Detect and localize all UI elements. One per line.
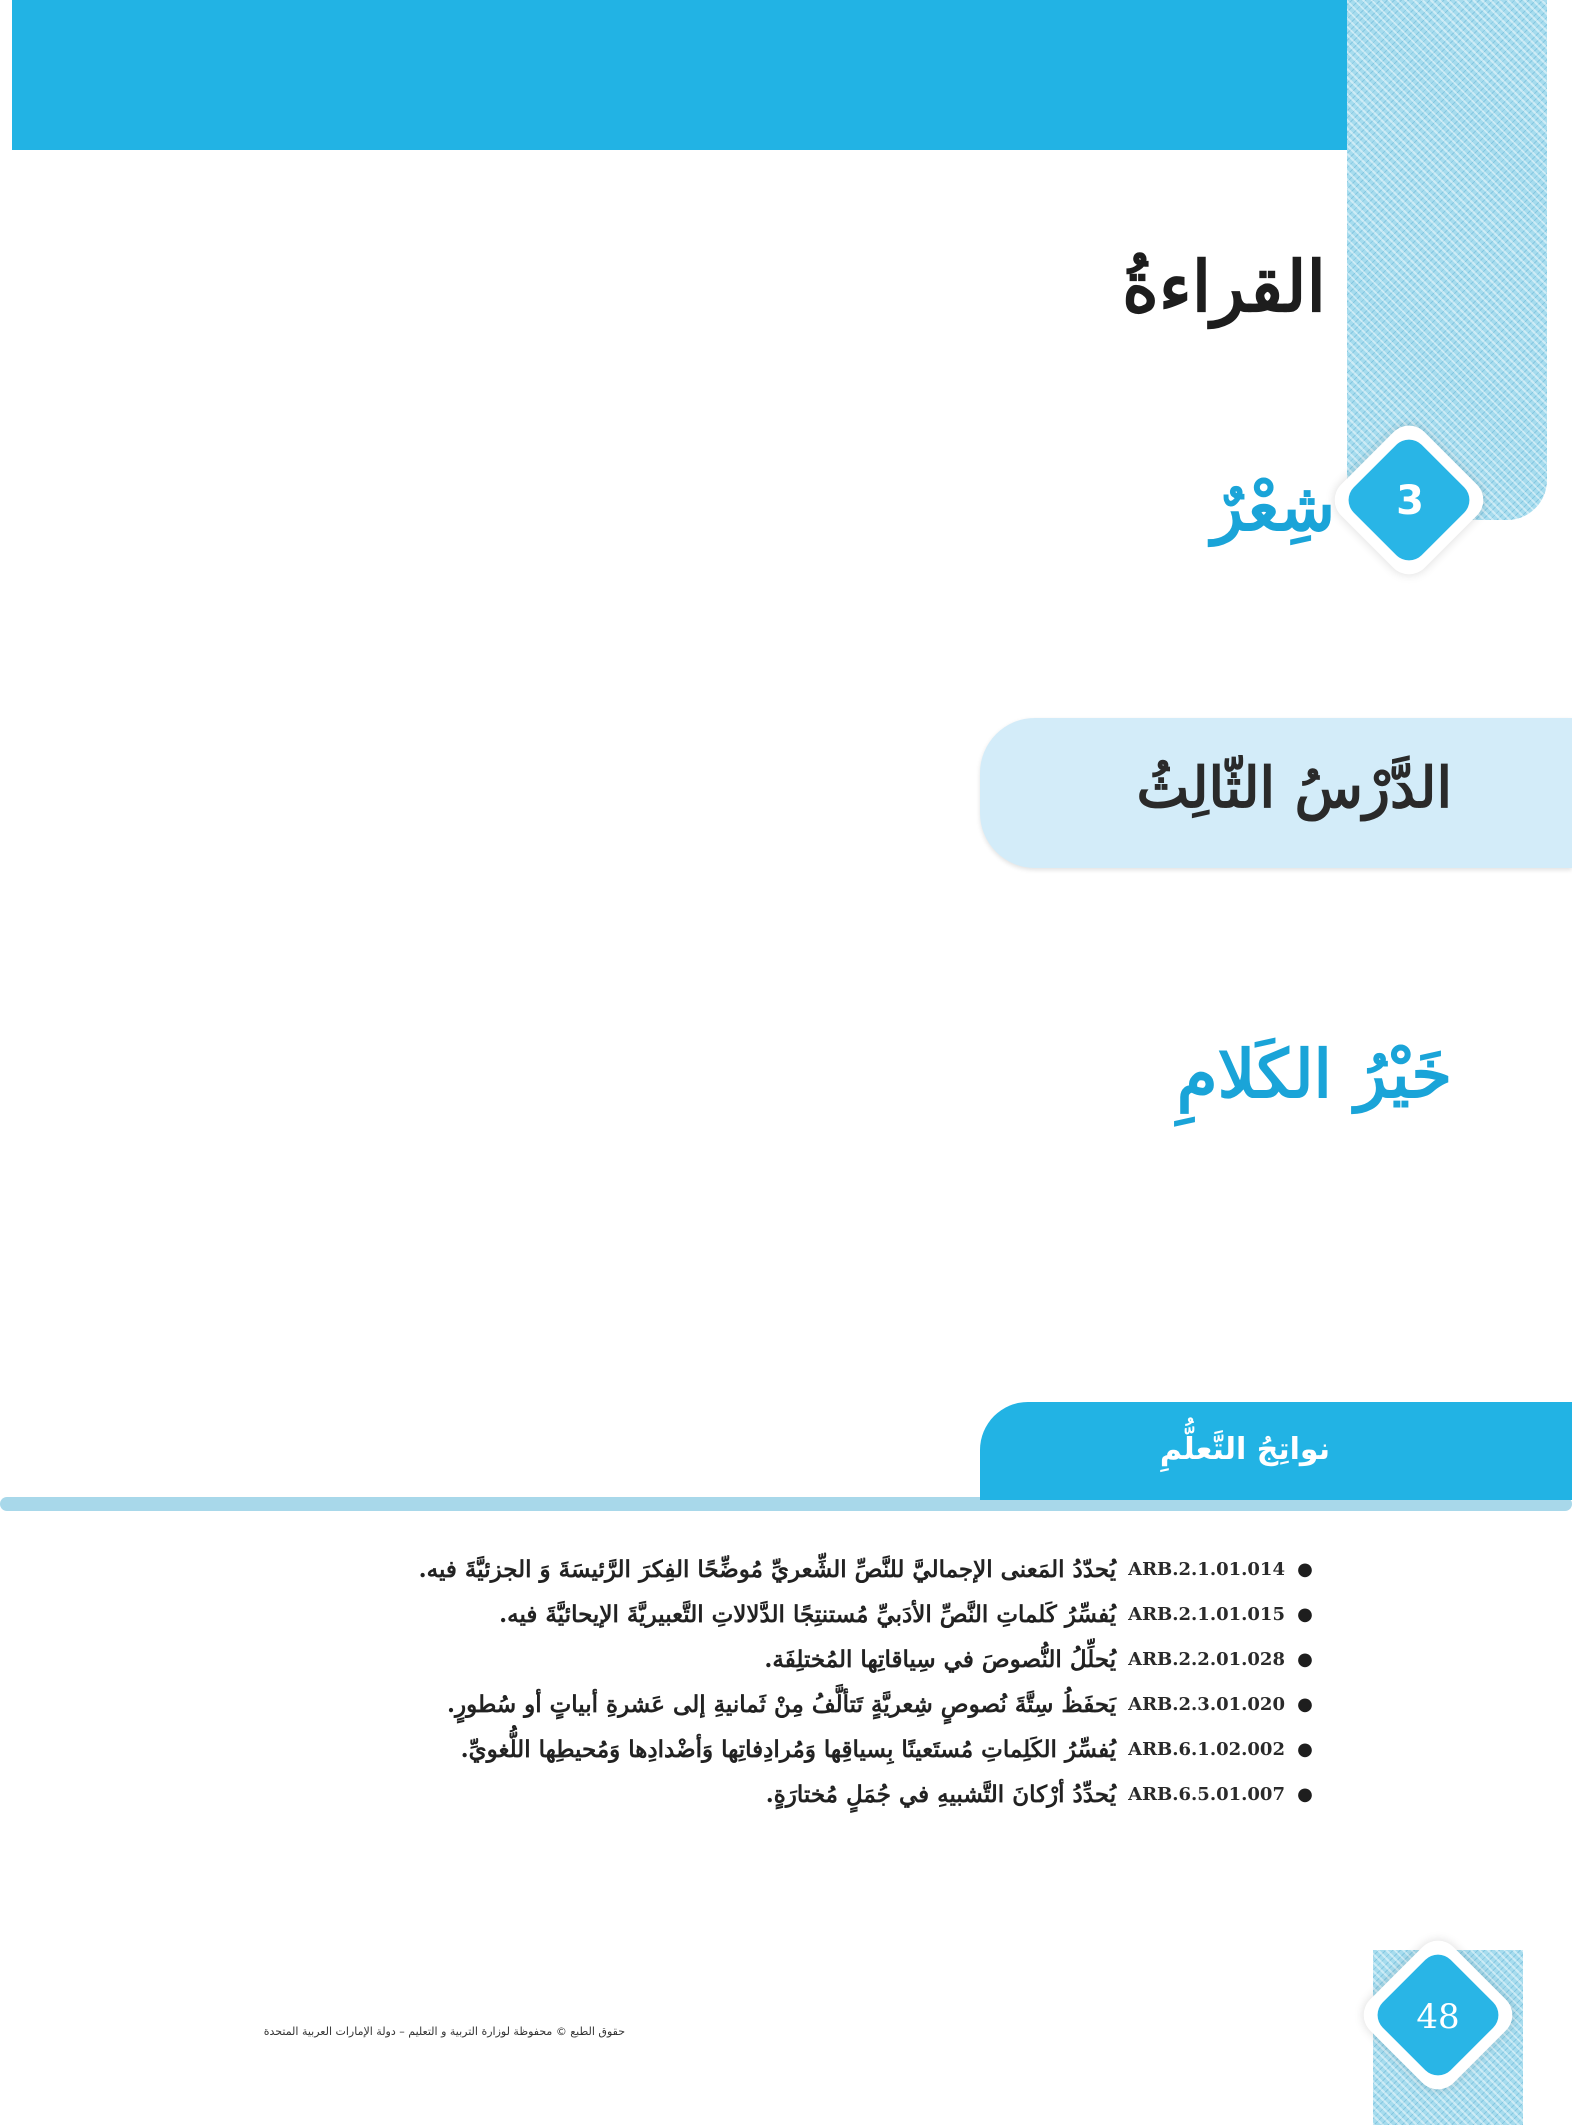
outcome-code: ARB.6.5.01.007 <box>1128 1784 1285 1805</box>
outcome-item <box>300 1728 1325 1772</box>
outcome-item <box>300 1548 1325 1592</box>
unit-title: القراءةُ <box>1122 245 1326 328</box>
outcome-code: ARB.2.3.01.020 <box>1128 1694 1285 1715</box>
outcome-code: ARB.2.2.01.028 <box>1128 1649 1285 1670</box>
section-number: 3 <box>1396 478 1424 524</box>
bullet-icon: ● <box>1297 1739 1313 1760</box>
section-genre: شِعْرٌ <box>1211 468 1335 546</box>
page-number: 48 <box>1416 1997 1460 2037</box>
outcomes-heading: نواتِجُ التَّعلُّمِ <box>1159 1432 1330 1467</box>
outcome-item <box>300 1638 1325 1682</box>
outcome-text: يُحدِّدُ أرْكانَ التَّشبيهِ في جُمَلٍ مُختارَةٍ. <box>765 1781 1117 1808</box>
outcome-item <box>300 1593 1325 1637</box>
bullet-icon: ● <box>1297 1604 1313 1625</box>
outcome-text: يُفسِّرُ كَلماتِ النَّصِّ الأدَبيِّ مُستنتِجًا الدَّلالاتِ التَّعبيريَّةَ الإيحائيَّةَ فيه. <box>499 1601 1117 1628</box>
outcome-text: يُحدّدُ المَعنى الإجماليَّ للنَّصِّ الشِّعريِّ مُوضِّحًا الفِكرَ الرَّئيسَةَ وَ الجزئيَّةَ فيه. <box>418 1556 1117 1583</box>
bullet-icon: ● <box>1297 1784 1313 1805</box>
outcome-text: يُحلِّلُ النُّصوصَ في سِياقاتِها المُختلِفَة. <box>764 1646 1117 1673</box>
bullet-icon: ● <box>1297 1559 1313 1580</box>
outcome-item <box>300 1773 1325 1817</box>
outcome-item <box>300 1683 1325 1727</box>
lesson-title: الدَّرْسُ الثّالِثُ <box>1136 755 1452 821</box>
outcome-code: ARB.2.1.01.015 <box>1128 1604 1285 1625</box>
outcome-code: ARB.2.1.01.014 <box>1128 1559 1285 1580</box>
bullet-icon: ● <box>1297 1694 1313 1715</box>
bullet-icon: ● <box>1297 1649 1313 1670</box>
decorative-ribbon <box>1347 0 1547 520</box>
poem-title: خَيْرُ الكَلامِ <box>1176 1035 1452 1113</box>
outcomes-list <box>300 1548 1325 1818</box>
top-banner <box>12 0 1538 150</box>
outcome-text: يَحفَظُ سِتَّةَ نُصوصٍ شِعريَّةٍ تَتألَّفُ مِنْ ثَمانيةِ إلى عَشرةِ أبياتٍ أو سُطورٍ. <box>446 1691 1117 1718</box>
copyright-footer: حقوق الطبع © محفوظة لوزارة التربية و التعليم – دولة الإمارات العربية المتحدة <box>263 2025 625 2038</box>
outcome-text: يُفسِّرُ الكَلِماتِ مُستَعينًا بِسياقِها وَمُرادِفاتِها وَأضْدادِها وَمُحيطِها اللُّغويِّ. <box>460 1736 1117 1763</box>
outcome-code: ARB.6.1.02.002 <box>1128 1739 1285 1760</box>
